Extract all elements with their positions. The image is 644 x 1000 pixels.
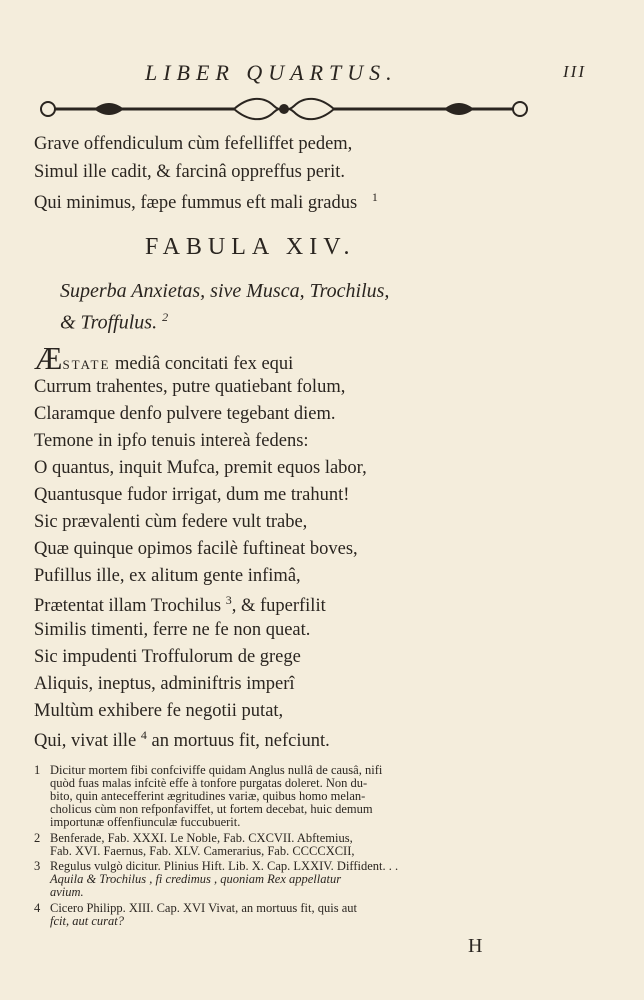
page-number: III	[563, 62, 586, 81]
footnote-4-line-2: fcit, aut curat?	[50, 914, 124, 928]
footnote-1-text-1: Dicitur mortem fibi confciviffe quidam Anglus nullâ de causâ, nifi	[50, 763, 383, 777]
footnote-1-line-3: bito, quin antecefferint ægritudines variæ, quibus homo melan-	[50, 789, 366, 803]
poem-line-15-b: an mortuus fit, nefciunt.	[151, 731, 330, 752]
poem-line-13: Aliquis, ineptus, adminiftris imperî	[34, 674, 295, 694]
fable-subtitle-text-2: & Troffulus.	[60, 311, 158, 334]
footnote-1-line-5: importunæ offenfiunculæ fuccubuerit.	[50, 815, 241, 829]
poem-line-10-b: , & fuperfilit	[231, 596, 326, 617]
carryover-line-3-text: Qui minimus, fæpe fummus eft mali gradus	[34, 193, 358, 214]
signature-mark: H	[468, 935, 483, 957]
footnote-ref-4: 4	[140, 728, 147, 742]
poem-line-8: Quæ quinque opimos facilè fuftineat boves,	[34, 539, 358, 559]
poem-line-10	[34, 593, 326, 617]
poem-line-6: Quantusque fudor irrigat, dum me trahunt!	[34, 485, 350, 505]
poem-line-2: Currum trahentes, putre quatiebant folum,	[34, 377, 346, 397]
carryover-line-2: Simul ille cadit, & farcinâ oppreffus perit.	[34, 162, 345, 182]
footnote-4-number: 4	[34, 901, 41, 915]
poem-line-12: Sic impudenti Troffulorum de grege	[34, 647, 301, 667]
carryover-line-3	[34, 190, 378, 214]
poem-line-3: Claramque denfo pulvere tegebant diem.	[34, 404, 336, 424]
poem-line-1	[34, 340, 293, 377]
footnote-1-line-4: cholicus cùm non refponfaviffet, ut fortem decebat, huic demum	[50, 802, 373, 816]
footnote-3-line-3: avium.	[50, 885, 84, 899]
drop-cap: Æ	[34, 340, 63, 376]
poem-line-5: O quantus, inquit Mufca, premit equos labor,	[34, 458, 367, 478]
poem-line-15	[34, 728, 330, 752]
fable-title: FABULA XIV.	[145, 234, 356, 260]
footnote-1-line-2: quòd fuas malas infcitè effe à tonfore purgatas doleret. Non du-	[50, 776, 368, 790]
first-line-rest: mediâ concitati fex equi	[115, 354, 294, 374]
footnote-3-line-2: Aquila & Trochilus , fi credimus , quoniam Rex appellatur	[50, 872, 342, 886]
headpiece-ornament-icon	[34, 96, 534, 122]
footnote-3-text-1: Regulus vulgò dicitur. Plinius Hift. Lib. X. Cap. LXXIV. Diffident. . .	[50, 859, 399, 873]
fable-subtitle-line-2	[60, 310, 168, 335]
footnote-3-number: 3	[34, 859, 41, 873]
footnote-2-line-2: Fab. XVI. Faernus, Fab. XLV. Camerarius, Fab. CCCCXCII,	[50, 844, 355, 858]
poem-line-9: Pufillus ille, ex alitum gente infimâ,	[34, 566, 301, 586]
footnote-ref-1: 1	[371, 190, 378, 204]
poem-line-4: Temone in ipfo tenuis intereà fedens:	[34, 431, 309, 451]
poem-line-15-a: Qui, vivat ille	[34, 731, 137, 752]
poem-line-11: Similis timenti, ferre ne fe non queat.	[34, 620, 311, 640]
first-word: STATE	[62, 357, 111, 372]
footnote-2-number: 2	[34, 831, 41, 845]
fable-subtitle-line-1: Superba Anxietas, sive Musca, Trochilus,	[60, 280, 390, 302]
poem-line-7: Sic prævalenti cùm federe vult trabe,	[34, 512, 308, 532]
poem-line-10-a: Prætentat illam Trochilus	[34, 596, 222, 617]
carryover-line-1: Grave offendiculum cùm fefelliffet pedem,	[34, 134, 353, 154]
footnote-4-text-1: Cicero Philipp. XIII. Cap. XVI Vivat, an mortuus fit, quis aut	[50, 901, 357, 915]
footnote-2-text-1: Benferade, Fab. XXXI. Le Noble, Fab. CXCVII. Abftemius,	[50, 831, 353, 845]
footnote-1-number: 1	[34, 763, 41, 777]
poem-line-14: Multùm exhibere fe negotii putat,	[34, 701, 284, 721]
footnote-ref-2: 2	[162, 310, 169, 324]
footnote-ref-3: 3	[225, 593, 232, 607]
running-title: LIBER QUARTUS.	[145, 60, 398, 85]
